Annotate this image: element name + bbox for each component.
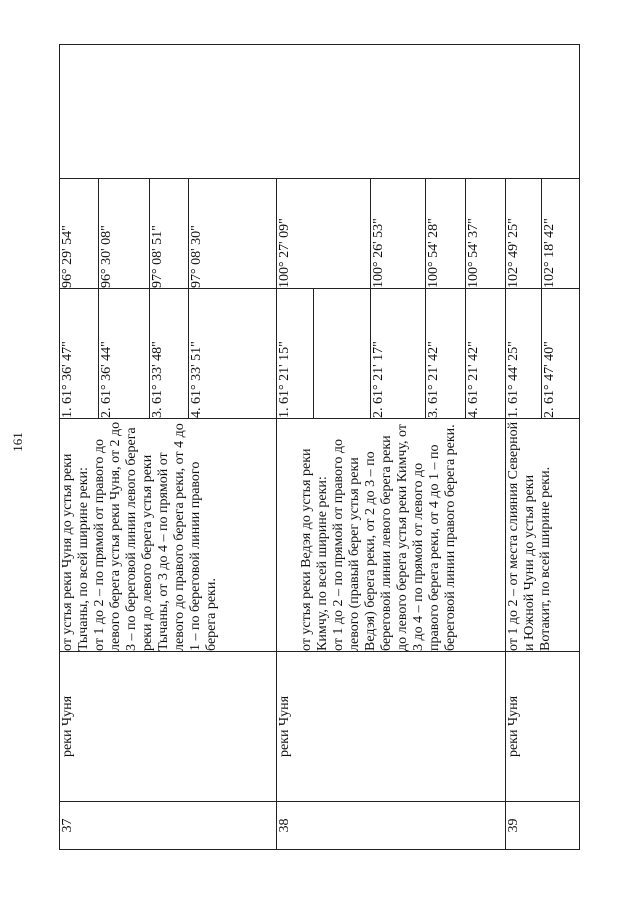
row-number: 39 [506, 802, 580, 850]
description-line: левого (правый берег устья реки [347, 457, 362, 651]
boundary-description [60, 419, 277, 652]
description-line: береговой линии левого берега реки [379, 435, 394, 651]
boundary-description [277, 419, 506, 652]
page-number: 161 [10, 432, 25, 452]
description-line: берега реки. [204, 578, 219, 651]
longitude-cell: 100° 54' 37" [466, 179, 506, 289]
boundary-description [506, 419, 580, 652]
latitude-cell: 1. 61° 44' 25" [506, 289, 542, 419]
longitude-cell: 96° 30' 08" [99, 179, 150, 289]
latitude-cell: 2. 61° 36' 44" [99, 289, 150, 419]
description-line: реки до левого берега устья реки [140, 454, 155, 651]
description-line: Тычаны, от 3 до 4 – по прямой от [156, 452, 171, 651]
description-line: Кимчу, по всей ширине реки: [315, 476, 330, 651]
description-line: от 1 до 2 – по прямой от правого до [331, 438, 346, 651]
latitude-cell: 3. 61° 21' 42" [426, 289, 466, 419]
description-line: от 1 до 2 – от места слияния Северной [506, 421, 521, 651]
description-line: береговой линии правого берега реки. [443, 424, 458, 651]
row-number: 38 [277, 802, 506, 850]
longitude-cell: 102° 18' 42" [542, 179, 580, 289]
rotated-table-page [59, 45, 556, 850]
longitude-cell: 96° 29' 54" [60, 179, 99, 289]
longitude-cell: 102° 49' 25" [506, 179, 542, 289]
object-name: реки Чуня [277, 652, 506, 802]
empty-column [60, 45, 580, 179]
longitude-cell: 97° 08' 30" [189, 179, 277, 289]
description-line: от устья реки Чуня до устья реки [60, 453, 75, 651]
latitude-cell: 3. 61° 33' 48" [150, 289, 189, 419]
object-name: реки Чуня [60, 652, 277, 802]
longitude-cell: 97° 08' 51" [150, 179, 189, 289]
longitude-cell: 100° 26' 53" [371, 179, 426, 289]
latitude-cell: 4. 61° 21' 42" [466, 289, 506, 419]
description-line: левого берега устья реки Чуня, от 2 до [108, 421, 123, 651]
description-line: и Южной Чуни до устья реки [522, 474, 537, 651]
latitude-cell-empty [314, 289, 371, 419]
latitude-cell: 2. 61° 47' 40" [542, 289, 580, 419]
object-name: реки Чуня [506, 652, 580, 802]
description-line: 3 – по береговой линии левого берега [124, 427, 139, 651]
description-line: от устья реки Ведэя до устья реки [299, 448, 314, 651]
longitude-cell: 100° 54' 28" [426, 179, 466, 289]
latitude-cell: 1. 61° 36' 47" [60, 289, 99, 419]
coordinates-table [59, 44, 580, 850]
description-line: правого берега реки, от 4 до 1 – по [427, 444, 442, 651]
description-line: до левого берега устья реки Кимчу, от [395, 424, 410, 651]
row-number: 37 [60, 802, 277, 850]
latitude-cell: 1. 61° 21' 15" [277, 289, 314, 419]
description-line: 3 до 4 – по прямой от левого до [411, 462, 426, 651]
description-line: Вотакит, по всей ширине реки. [538, 466, 553, 651]
longitude-cell: 100° 27' 09" [277, 179, 371, 289]
description-line: от 1 до 2 – по прямой от правого до [92, 438, 107, 651]
description-line: Ведэя) берега реки, от 2 до 3 – по [363, 451, 378, 651]
description-line: Тычаны, по всей ширине реки: [76, 467, 91, 651]
latitude-cell: 2. 61° 21' 17" [371, 289, 426, 419]
latitude-cell: 4. 61° 33' 51" [189, 289, 277, 419]
table-row [60, 45, 99, 850]
description-line: 1 – по береговой линии правого [188, 461, 203, 651]
description-line: левого до правого берега реки, от 4 до [172, 423, 187, 651]
